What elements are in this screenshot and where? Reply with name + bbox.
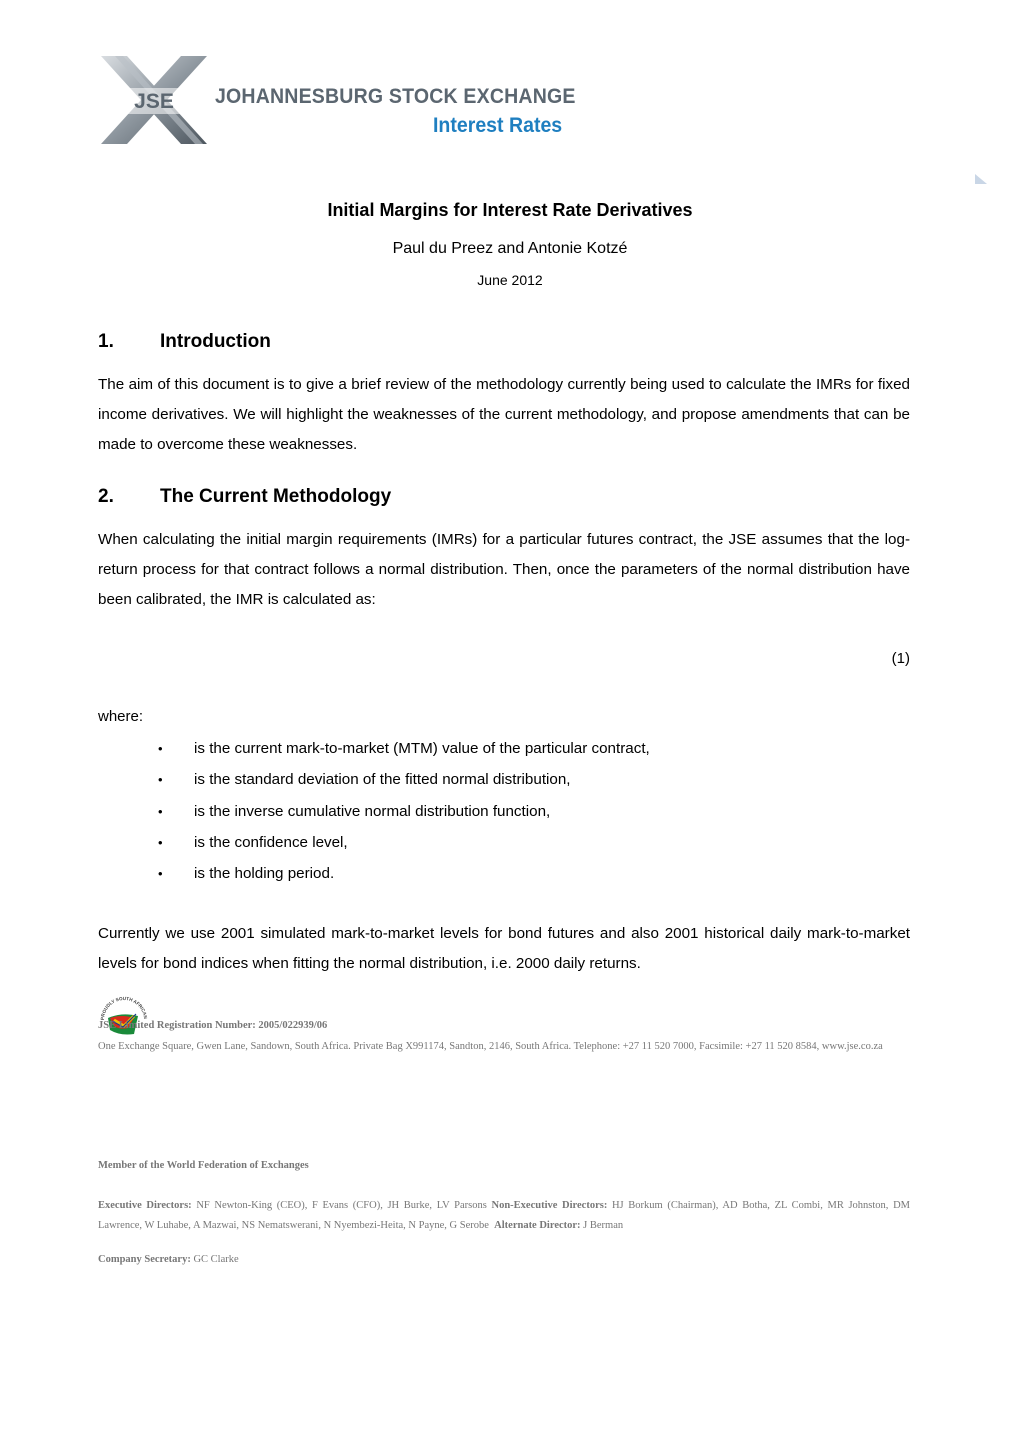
list-item-text: is the confidence level, (194, 833, 348, 851)
section-heading-introduction (98, 331, 498, 355)
data-description-paragraph: Currently we use 2001 simulated mark-to-market levels for bond futures and also 2001 historical daily mark-to-market levels for bond indices when fitting the normal distribution, i.e. 2000 daily returns. (98, 925, 910, 972)
bullet-icon: • (158, 834, 163, 850)
exec-directors: NF Newton-King (CEO), F Evans (CFO), JH Burke, LV Parsons (196, 1200, 487, 1211)
list-item-text: is the inverse cumulative normal distribution function, (194, 802, 551, 820)
list-item-text: is the current mark-to-market (MTM) value of the particular contract, (194, 740, 650, 757)
where-label: where: (98, 708, 144, 725)
secretary-label: Company Secretary: (98, 1254, 191, 1265)
list-item-text: is the holding period. (194, 865, 335, 883)
document-date: June 2012 (477, 272, 543, 288)
list-item-text: is the standard deviation of the fitted normal distribution, (194, 771, 571, 789)
bullet-icon: • (158, 866, 163, 882)
directors-list (98, 1196, 910, 1236)
badge-text: PROUDLY SOUTH AFRICAN (99, 995, 149, 1021)
exchange-division: Interest Rates (433, 114, 563, 137)
alternate-director-label: Alternate Director: (494, 1220, 581, 1231)
jse-x-mark (97, 56, 211, 144)
corner-marker-icon (975, 174, 987, 184)
methodology-paragraph: When calculating the initial margin requirements (IMRs) for a particular futures contract, the JSE assumes that the log-return process for that contract follows a normal distribution. Then, once the parameters of the normal distribution have been calibrated, the IMR is calculated as: (98, 531, 910, 608)
bullet-icon: • (158, 803, 163, 819)
section-title: The Current Methodology (160, 486, 392, 507)
secretary-name: GC Clarke (193, 1254, 239, 1265)
equation-number: (1) (891, 650, 910, 667)
exec-directors-label: Executive Directors: (98, 1200, 192, 1211)
jse-logo (97, 56, 577, 146)
alternate-director: J Berman (583, 1220, 624, 1231)
company-secretary (98, 1254, 910, 1265)
introduction-paragraph: The aim of this document is to give a brief review of the methodology currently being used to calculate the IMRs for fixed income derivatives. We will highlight the weaknesses of the current methodology, and propose amendments that can be made to overcome these weaknesses. (98, 376, 910, 453)
wfe-membership: Member of the World Federation of Exchanges (98, 1160, 309, 1171)
section-number: 1. (98, 331, 114, 352)
jse-mark-text: JSE (134, 90, 174, 113)
company-address: One Exchange Square, Gwen Lane, Sandown, South Africa. Private Bag X991174, Sandton, 2146, South Africa. Telephone: +27 11 520 7000, Facsimile: +27 11 520 8584, www.jse.co.za (98, 1041, 883, 1052)
document-authors: Paul du Preez and Antonie Kotzé (392, 240, 628, 257)
bullet-icon: • (158, 772, 163, 788)
document-title: Initial Margins for Interest Rate Derivatives (327, 200, 693, 220)
nonexec-directors: HJ Borkum (Chairman), AD Botha, ZL Combi, MR Johnston, DM Lawrence, W Luhabe, A Mazwai, NS Nematswerani, N Nyembezi-Heita, N Payne, G Serobe (98, 1200, 910, 1231)
section-number: 2. (98, 486, 114, 507)
nonexec-directors-label: Non-Executive Directors: (491, 1200, 608, 1211)
section-heading-current-methodology (98, 486, 498, 510)
section-title: Introduction (160, 331, 271, 352)
exchange-name: JOHANNESBURG STOCK EXCHANGE (215, 85, 576, 108)
bullet-icon: • (158, 741, 163, 756)
registration-number: JSE Limited Registration Number: 2005/022939/06 (98, 1020, 328, 1031)
proudly-south-african-logo (98, 994, 150, 1040)
